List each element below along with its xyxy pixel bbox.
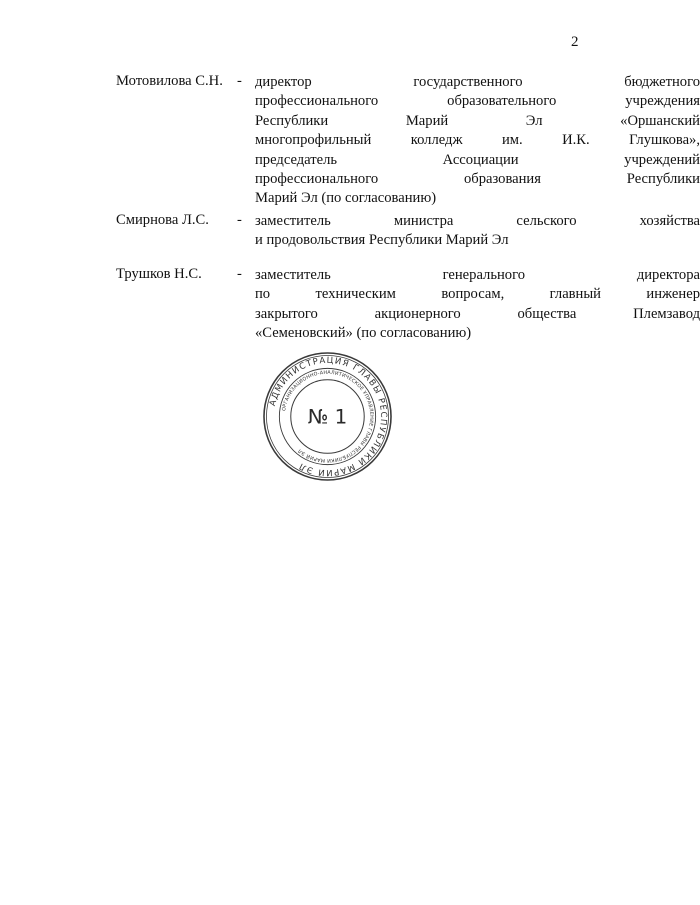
description-line: и продовольствия Республики Марий Эл [255,232,509,249]
description-line: заместитель генерального директора [255,267,700,283]
description-line: директор государственного бюджетного [255,74,700,90]
official-stamp [262,351,393,482]
member-name: Смирнова Л.С. [116,212,209,228]
member-dash: - [237,212,242,228]
member-description [255,266,700,344]
description-line: председатель Ассоциации учреждений [255,151,700,168]
member-dash: - [237,266,242,282]
member-dash: - [237,73,242,89]
description-line: по техническим вопросам, главный инженер [255,286,700,303]
member-description [255,212,700,251]
description-line: профессионального образования Республики [255,171,700,188]
stamp-outer-text: АДМИНИСТРАЦИЯ ГЛАВЫ РЕСПУБЛИКИ МАРИЙ ЭЛ [267,355,389,478]
description-line: «Семеновский» (по согласованию) [255,325,472,342]
member-description [255,73,700,209]
page-number: 2 [571,34,579,50]
stamp-inner-text: ОРГАНИЗАЦИОННО-АНАЛИТИЧЕСКОЕ УПРАВЛЕНИЕ ГЛАВЫ РЕСПУБЛИКИ МАРИЙ ЭЛ [281,369,375,464]
description-line: закрытого акционерного общества Племзавод [255,305,700,322]
member-name: Трушков Н.С. [116,266,202,282]
description-line: Республики Марий Эл «Оршанский [255,112,700,129]
description-line: Марий Эл (по согласованию) [255,190,437,207]
description-line: заместитель министра сельского хозяйства [255,213,700,229]
stamp-number: № 1 [307,405,348,429]
description-line: многопрофильный колледж им. И.К. Глушкова», [255,132,700,149]
member-name: Мотовилова С.Н. [116,73,223,89]
description-line: профессионального образовательного учреждения [255,93,700,110]
